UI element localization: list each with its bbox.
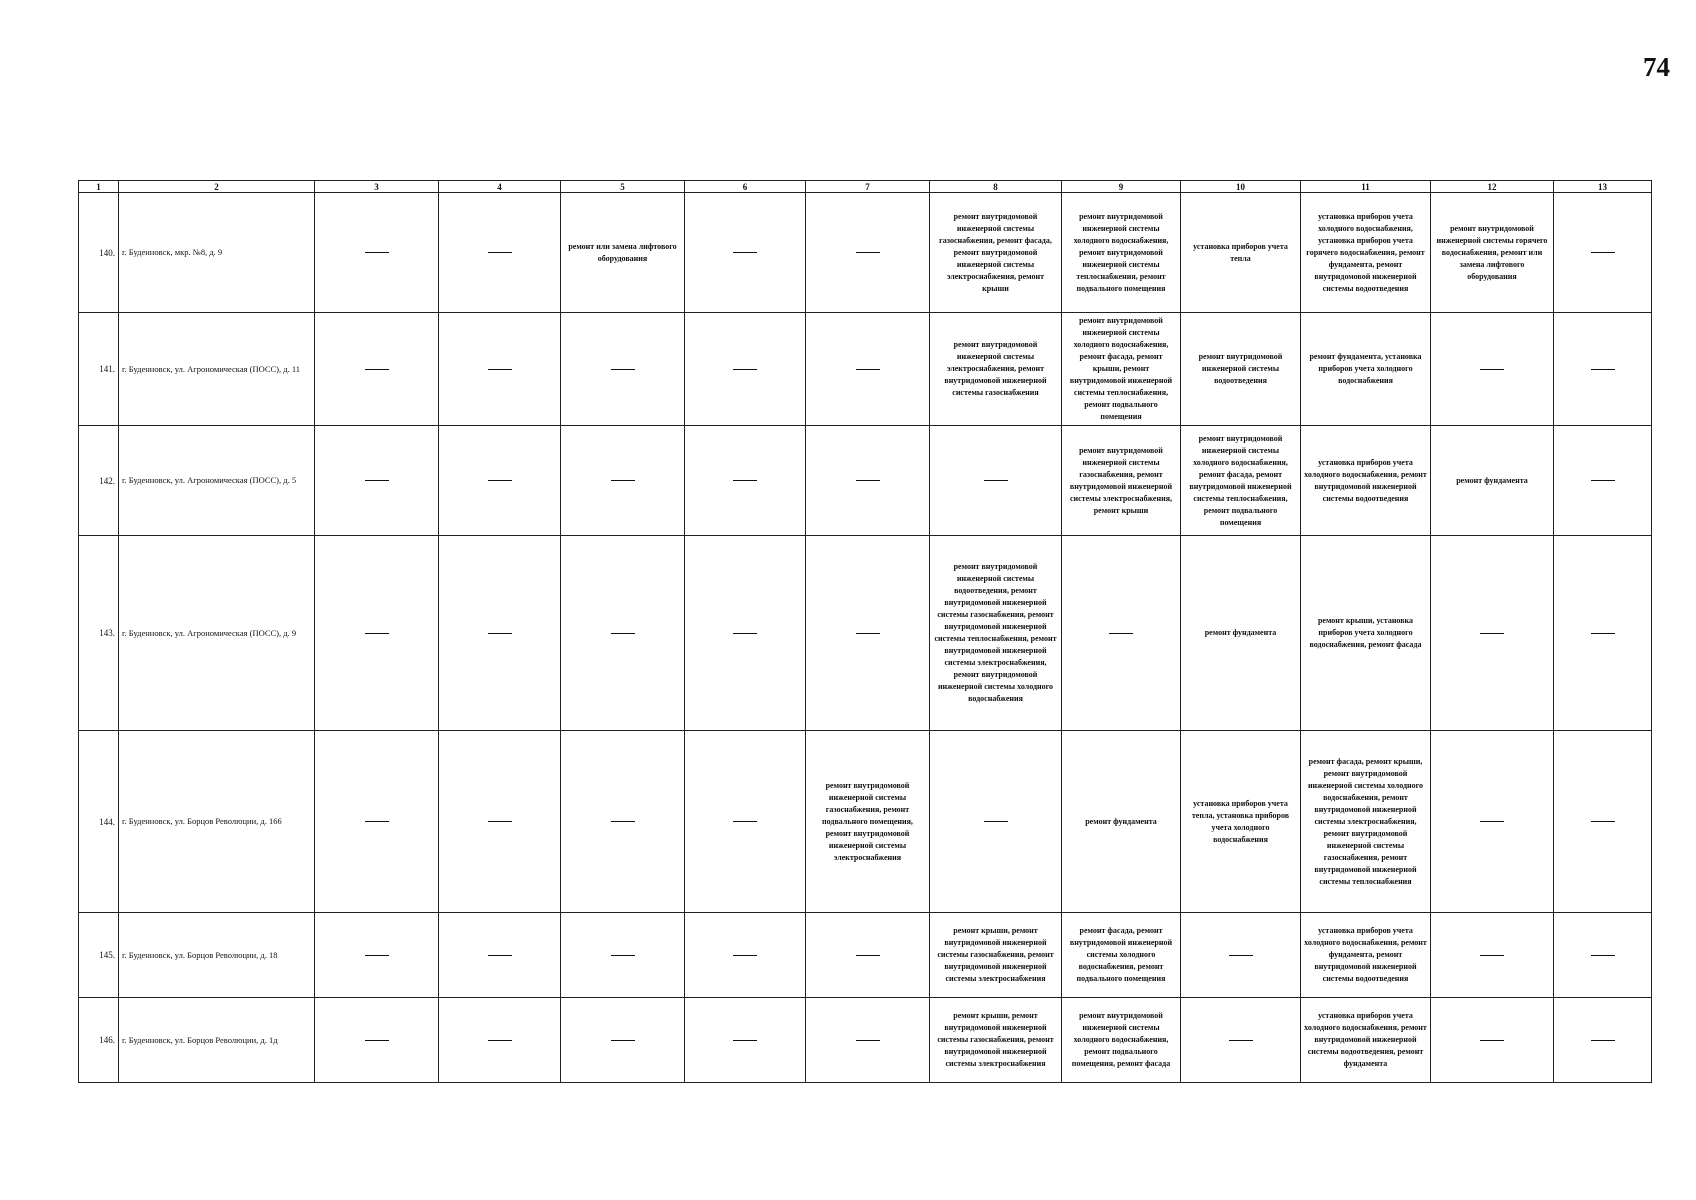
column-number-11: 11 <box>1301 181 1431 193</box>
empty-cell-col-12 <box>1431 731 1554 913</box>
dash-mark <box>365 633 389 634</box>
empty-cell-col-13 <box>1554 313 1652 426</box>
dash-mark <box>733 955 757 956</box>
row-number: 145. <box>79 913 119 998</box>
empty-cell-col-5 <box>561 536 685 731</box>
dash-mark <box>488 955 512 956</box>
work-cell-col-8: ремонт внутридомовой инженерной системы водоотведения, ремонт внутридомовой инженерной системы газоснабжения, ремонт внутридомовой инженерной системы теплоснабжения, ремонт внутридомовой инженерной системы электроснабжения, ремонт внутридомовой инженерной системы холодного водоснабжения <box>930 536 1062 731</box>
empty-cell-col-3 <box>315 313 439 426</box>
column-number-7: 7 <box>806 181 930 193</box>
dash-mark <box>733 821 757 822</box>
dash-mark <box>365 252 389 253</box>
address-cell: г. Буденновск, ул. Борцов Революции, д. 1д <box>119 998 315 1083</box>
column-number-5: 5 <box>561 181 685 193</box>
work-cell-col-9: ремонт внутридомовой инженерной системы холодного водоснабжения, ремонт внутридомовой инженерной системы теплоснабжения, ремонт подвального помещения <box>1062 193 1181 313</box>
empty-cell-col-7 <box>806 913 930 998</box>
empty-cell-col-3 <box>315 913 439 998</box>
table-row <box>79 193 1652 313</box>
work-cell-col-8: ремонт крыши, ремонт внутридомовой инженерной системы газоснабжения, ремонт внутридомовой инженерной системы электроснабжения <box>930 913 1062 998</box>
dash-mark <box>1480 955 1504 956</box>
work-cell-col-9: ремонт внутридомовой инженерной системы холодного водоснабжения, ремонт фасада, ремонт крыши, ремонт внутридомовой инженерной системы теплоснабжения, ремонт подвального помещения <box>1062 313 1181 426</box>
dash-mark <box>733 252 757 253</box>
dash-mark <box>984 480 1008 481</box>
work-cell-col-7: ремонт внутридомовой инженерной системы газоснабжения, ремонт подвального помещения, ремонт внутридомовой инженерной системы электроснабжения <box>806 731 930 913</box>
empty-cell-col-4 <box>439 731 561 913</box>
empty-cell-col-12 <box>1431 313 1554 426</box>
row-number: 143. <box>79 536 119 731</box>
dash-mark <box>1591 480 1615 481</box>
empty-cell-col-9 <box>1062 536 1181 731</box>
empty-cell-col-8 <box>930 731 1062 913</box>
dash-mark <box>856 369 880 370</box>
empty-cell-col-13 <box>1554 913 1652 998</box>
column-number-9: 9 <box>1062 181 1181 193</box>
address-cell: г. Буденновск, ул. Агрономическая (ПОСС), д. 9 <box>119 536 315 731</box>
empty-cell-col-6 <box>685 731 806 913</box>
table-row <box>79 313 1652 426</box>
empty-cell-col-4 <box>439 913 561 998</box>
empty-cell-col-10 <box>1181 913 1301 998</box>
empty-cell-col-3 <box>315 731 439 913</box>
work-cell-col-9: ремонт внутридомовой инженерной системы газоснабжения, ремонт внутридомовой инженерной системы электроснабжения, ремонт крыши <box>1062 426 1181 536</box>
dash-mark <box>1229 1040 1253 1041</box>
dash-mark <box>733 1040 757 1041</box>
dash-mark <box>856 633 880 634</box>
empty-cell-col-13 <box>1554 426 1652 536</box>
dash-mark <box>984 821 1008 822</box>
empty-cell-col-6 <box>685 313 806 426</box>
table-row <box>79 426 1652 536</box>
dash-mark <box>488 821 512 822</box>
empty-cell-col-12 <box>1431 913 1554 998</box>
dash-mark <box>856 252 880 253</box>
empty-cell-col-4 <box>439 536 561 731</box>
dash-mark <box>365 480 389 481</box>
column-number-6: 6 <box>685 181 806 193</box>
dash-mark <box>611 1040 635 1041</box>
row-number: 142. <box>79 426 119 536</box>
dash-mark <box>365 1040 389 1041</box>
dash-mark <box>611 821 635 822</box>
work-cell-col-11: установка приборов учета холодного водоснабжения, установка приборов учета горячего водоснабжения, ремонт фундамента, ремонт внутридомовой инженерной системы водоотведения <box>1301 193 1431 313</box>
address-cell: г. Буденновск, ул. Борцов Революции, д. 166 <box>119 731 315 913</box>
address-cell: г. Буденновск, ул. Борцов Революции, д. 18 <box>119 913 315 998</box>
empty-cell-col-4 <box>439 426 561 536</box>
dash-mark <box>611 369 635 370</box>
dash-mark <box>365 369 389 370</box>
dash-mark <box>1591 1040 1615 1041</box>
work-cell-col-11: установка приборов учета холодного водоснабжения, ремонт фундамента, ремонт внутридомовой инженерной системы водоотведения <box>1301 913 1431 998</box>
dash-mark <box>1480 1040 1504 1041</box>
empty-cell-col-13 <box>1554 998 1652 1083</box>
table-row <box>79 731 1652 913</box>
empty-cell-col-3 <box>315 426 439 536</box>
table-body <box>79 193 1652 1083</box>
table-row <box>79 536 1652 731</box>
column-number-8: 8 <box>930 181 1062 193</box>
dash-mark <box>1591 821 1615 822</box>
dash-mark <box>856 1040 880 1041</box>
empty-cell-col-13 <box>1554 193 1652 313</box>
work-cell-col-12: ремонт внутридомовой инженерной системы горячего водоснабжения, ремонт или замена лифтового оборудования <box>1431 193 1554 313</box>
work-cell-col-8: ремонт внутридомовой инженерной системы газоснабжения, ремонт фасада, ремонт внутридомовой инженерной системы электроснабжения, ремонт крыши <box>930 193 1062 313</box>
work-cell-col-11: ремонт крыши, установка приборов учета холодного водоснабжения, ремонт фасада <box>1301 536 1431 731</box>
row-number: 140. <box>79 193 119 313</box>
dash-mark <box>1480 821 1504 822</box>
work-cell-col-11: ремонт фасада, ремонт крыши, ремонт внутридомовой инженерной системы холодного водоснабжения, ремонт внутридомовой инженерной системы электроснабжения, ремонт внутридомовой инженерной системы газоснабжения, ремонт внутридомовой инженерной системы теплоснабжения <box>1301 731 1431 913</box>
empty-cell-col-10 <box>1181 998 1301 1083</box>
empty-cell-col-6 <box>685 913 806 998</box>
row-number: 146. <box>79 998 119 1083</box>
empty-cell-col-3 <box>315 536 439 731</box>
empty-cell-col-7 <box>806 313 930 426</box>
empty-cell-col-5 <box>561 313 685 426</box>
column-number-3: 3 <box>315 181 439 193</box>
address-cell: г. Буденновск, ул. Агрономическая (ПОСС), д. 5 <box>119 426 315 536</box>
empty-cell-col-8 <box>930 426 1062 536</box>
column-number-13: 13 <box>1554 181 1652 193</box>
table-row <box>79 913 1652 998</box>
empty-cell-col-5 <box>561 426 685 536</box>
row-number: 144. <box>79 731 119 913</box>
dash-mark <box>1480 369 1504 370</box>
dash-mark <box>611 633 635 634</box>
dash-mark <box>1591 252 1615 253</box>
dash-mark <box>488 480 512 481</box>
empty-cell-col-7 <box>806 193 930 313</box>
work-cell-col-8: ремонт внутридомовой инженерной системы электроснабжения, ремонт внутридомовой инженерной системы газоснабжения <box>930 313 1062 426</box>
work-cell-col-8: ремонт крыши, ремонт внутридомовой инженерной системы газоснабжения, ремонт внутридомовой инженерной системы электроснабжения <box>930 998 1062 1083</box>
empty-cell-col-6 <box>685 426 806 536</box>
repair-plan-table <box>78 180 1652 1083</box>
column-number-12: 12 <box>1431 181 1554 193</box>
empty-cell-col-4 <box>439 193 561 313</box>
empty-cell-col-13 <box>1554 536 1652 731</box>
address-cell: г. Буденновск, мкр. №8, д. 9 <box>119 193 315 313</box>
dash-mark <box>1591 633 1615 634</box>
dash-mark <box>488 1040 512 1041</box>
column-number-2: 2 <box>119 181 315 193</box>
dash-mark <box>365 821 389 822</box>
empty-cell-col-12 <box>1431 998 1554 1083</box>
address-cell: г. Буденновск, ул. Агрономическая (ПОСС), д. 11 <box>119 313 315 426</box>
dash-mark <box>488 633 512 634</box>
empty-cell-col-6 <box>685 193 806 313</box>
work-cell-col-9: ремонт внутридомовой инженерной системы холодного водоснабжения, ремонт подвального помещения, ремонт фасада <box>1062 998 1181 1083</box>
empty-cell-col-13 <box>1554 731 1652 913</box>
empty-cell-col-4 <box>439 998 561 1083</box>
empty-cell-col-7 <box>806 536 930 731</box>
dash-mark <box>488 252 512 253</box>
work-cell-col-11: установка приборов учета холодного водоснабжения, ремонт внутридомовой инженерной системы водоотведения <box>1301 426 1431 536</box>
dash-mark <box>856 480 880 481</box>
work-cell-col-10: ремонт внутридомовой инженерной системы водоотведения <box>1181 313 1301 426</box>
empty-cell-col-4 <box>439 313 561 426</box>
empty-cell-col-6 <box>685 998 806 1083</box>
work-cell-col-10: установка приборов учета тепла, установка приборов учета холодного водоснабжения <box>1181 731 1301 913</box>
work-cell-col-11: установка приборов учета холодного водоснабжения, ремонт внутридомовой инженерной системы водоотведения, ремонт фундамента <box>1301 998 1431 1083</box>
table-row <box>79 998 1652 1083</box>
work-cell-col-5: ремонт или замена лифтового оборудования <box>561 193 685 313</box>
column-number-10: 10 <box>1181 181 1301 193</box>
work-cell-col-10: ремонт фундамента <box>1181 536 1301 731</box>
work-cell-col-9: ремонт фундамента <box>1062 731 1181 913</box>
empty-cell-col-5 <box>561 731 685 913</box>
column-number-row <box>79 181 1652 193</box>
dash-mark <box>1109 633 1133 634</box>
dash-mark <box>1591 955 1615 956</box>
page-number: 74 <box>1643 52 1670 82</box>
work-cell-col-9: ремонт фасада, ремонт внутридомовой инженерной системы холодного водоснабжения, ремонт подвального помещения <box>1062 913 1181 998</box>
column-number-4: 4 <box>439 181 561 193</box>
empty-cell-col-5 <box>561 998 685 1083</box>
empty-cell-col-7 <box>806 426 930 536</box>
dash-mark <box>365 955 389 956</box>
work-cell-col-11: ремонт фундамента, установка приборов учета холодного водоснабжения <box>1301 313 1431 426</box>
dash-mark <box>488 369 512 370</box>
empty-cell-col-7 <box>806 998 930 1083</box>
dash-mark <box>856 955 880 956</box>
dash-mark <box>1480 633 1504 634</box>
work-cell-col-10: ремонт внутридомовой инженерной системы холодного водоснабжения, ремонт фасада, ремонт внутридомовой инженерной системы теплоснабжения, ремонт подвального помещения <box>1181 426 1301 536</box>
empty-cell-col-5 <box>561 913 685 998</box>
dash-mark <box>1591 369 1615 370</box>
dash-mark <box>733 369 757 370</box>
dash-mark <box>1229 955 1253 956</box>
row-number: 141. <box>79 313 119 426</box>
empty-cell-col-3 <box>315 998 439 1083</box>
work-cell-col-12: ремонт фундамента <box>1431 426 1554 536</box>
work-cell-col-10: установка приборов учета тепла <box>1181 193 1301 313</box>
dash-mark <box>611 480 635 481</box>
empty-cell-col-12 <box>1431 536 1554 731</box>
empty-cell-col-6 <box>685 536 806 731</box>
dash-mark <box>611 955 635 956</box>
column-number-1: 1 <box>79 181 119 193</box>
dash-mark <box>733 480 757 481</box>
empty-cell-col-3 <box>315 193 439 313</box>
dash-mark <box>733 633 757 634</box>
